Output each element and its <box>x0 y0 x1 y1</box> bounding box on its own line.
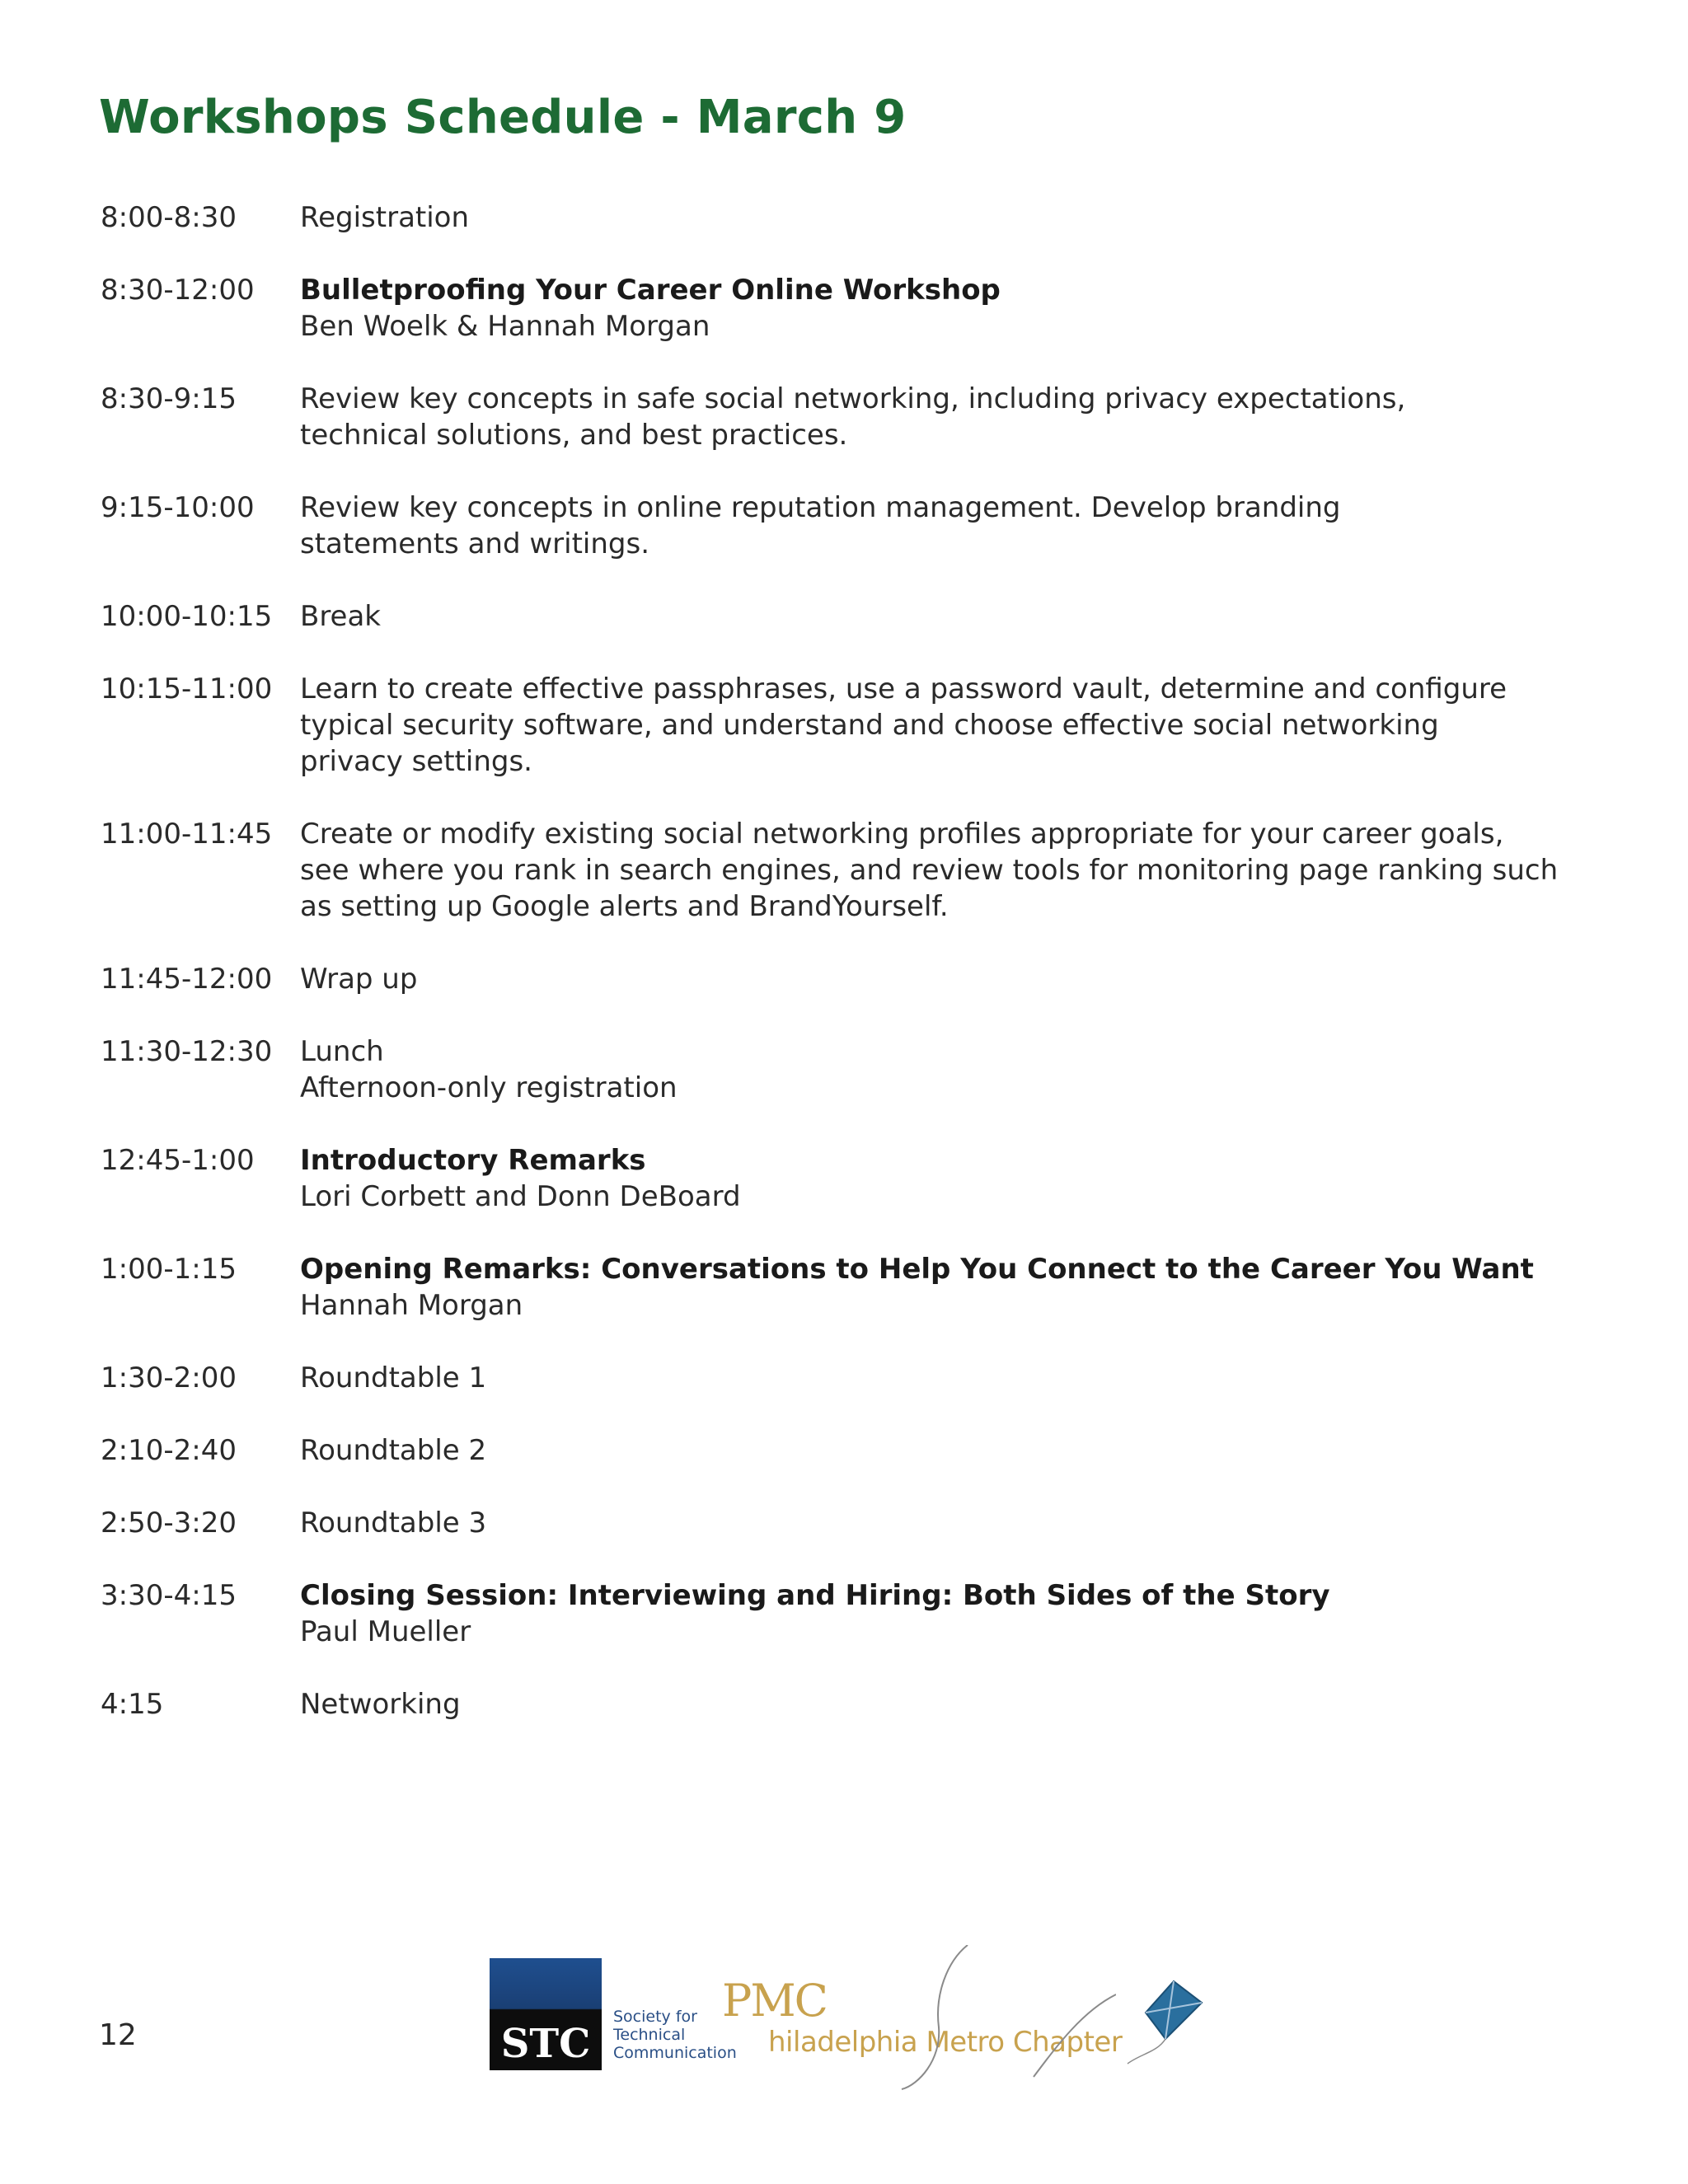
schedule-time: 10:00-10:15 <box>101 600 273 633</box>
schedule-row <box>101 1686 1518 1722</box>
schedule-row <box>101 598 1518 635</box>
description-line: technical solutions, and best practices. <box>300 419 848 452</box>
schedule-row <box>101 381 1518 453</box>
schedule-description <box>300 598 1518 635</box>
stc-name-line: Society for <box>613 2008 697 2026</box>
schedule-row <box>101 1432 1518 1469</box>
page-number: 12 <box>99 2018 137 2052</box>
schedule-row <box>101 1033 1518 1106</box>
description-line: Registration <box>300 201 470 234</box>
schedule-time: 2:10-2:40 <box>101 1434 237 1467</box>
schedule-description <box>300 1360 1518 1396</box>
schedule-time: 12:45-1:00 <box>101 1144 255 1177</box>
description-line: Networking <box>300 1688 461 1721</box>
session-title: Closing Session: Interviewing and Hiring: Both Sides of the Story <box>300 1579 1330 1612</box>
schedule-row <box>101 1142 1518 1215</box>
schedule-description <box>300 1251 1534 1324</box>
schedule-time: 8:30-9:15 <box>101 382 237 415</box>
stc-name-line: Communication <box>613 2044 737 2062</box>
description-line: Review key concepts in safe social networking, including privacy expectations, <box>300 382 1406 415</box>
schedule-row <box>101 671 1518 780</box>
schedule-list <box>101 199 1559 1759</box>
stc-name-line: Technical <box>613 2026 686 2044</box>
session-title: Opening Remarks: Conversations to Help You Connect to the Career You Want <box>300 1253 1534 1286</box>
schedule-description <box>300 199 1518 236</box>
description-line: Create or modify existing social networking profiles appropriate for your career goals, <box>300 818 1504 851</box>
schedule-description <box>300 381 1518 453</box>
schedule-description <box>300 671 1518 780</box>
description-line: Roundtable 2 <box>300 1434 487 1467</box>
schedule-time: 1:30-2:00 <box>101 1361 237 1394</box>
description-line: Lunch <box>300 1035 384 1068</box>
description-line: see where you rank in search engines, and review tools for monitoring page ranking such <box>300 854 1559 887</box>
schedule-time: 11:00-11:45 <box>101 818 273 851</box>
description-line: privacy settings. <box>300 745 532 778</box>
schedule-row <box>101 272 1518 344</box>
schedule-description <box>300 1577 1518 1650</box>
stc-logo-letters: STC <box>500 2021 591 2067</box>
description-line: Lori Corbett and Donn DeBoard <box>300 1180 741 1213</box>
stc-logo <box>490 1958 602 2070</box>
schedule-row <box>101 1251 1534 1324</box>
description-line: typical security software, and understand and choose effective social networking <box>300 709 1439 742</box>
schedule-time: 8:00-8:30 <box>101 201 237 234</box>
pmc-logo-letters: PMC <box>722 1975 827 2027</box>
schedule-time: 1:00-1:15 <box>101 1253 237 1286</box>
schedule-description <box>300 1033 1518 1106</box>
description-line: Learn to create effective passphrases, use a password vault, determine and configure <box>300 673 1507 705</box>
page-title: Workshops Schedule - March 9 <box>99 91 907 144</box>
schedule-row <box>101 199 1518 236</box>
footer-logos <box>490 1945 1207 2093</box>
schedule-description <box>300 1686 1518 1722</box>
schedule-description <box>300 961 1518 997</box>
kite-icon <box>1116 1978 1207 2069</box>
session-title: Bulletproofing Your Career Online Workshop <box>300 274 1001 307</box>
schedule-description <box>300 1432 1518 1469</box>
description-line: Ben Woelk & Hannah Morgan <box>300 310 710 343</box>
chapter-name: hiladelphia Metro Chapter <box>768 2026 1123 2059</box>
schedule-time: 4:15 <box>101 1688 164 1721</box>
schedule-time: 11:30-12:30 <box>101 1035 273 1068</box>
schedule-row <box>101 1360 1518 1396</box>
swoosh-decoration <box>869 1945 1116 2093</box>
schedule-description <box>300 1142 1518 1215</box>
schedule-row <box>101 1577 1518 1650</box>
description-line: Roundtable 1 <box>300 1361 487 1394</box>
schedule-time: 10:15-11:00 <box>101 673 273 705</box>
schedule-description <box>300 1505 1518 1541</box>
description-line: Paul Mueller <box>300 1615 471 1648</box>
schedule-description <box>300 272 1518 344</box>
schedule-description <box>300 490 1518 562</box>
description-line: Wrap up <box>300 963 418 996</box>
description-line: statements and writings. <box>300 527 650 560</box>
description-line: Hannah Morgan <box>300 1289 523 1322</box>
schedule-time: 9:15-10:00 <box>101 491 255 524</box>
schedule-time: 8:30-12:00 <box>101 274 255 307</box>
session-title: Introductory Remarks <box>300 1144 646 1177</box>
schedule-time: 11:45-12:00 <box>101 963 273 996</box>
schedule-row <box>101 490 1518 562</box>
schedule-row <box>101 961 1518 997</box>
schedule-description <box>300 816 1558 925</box>
description-line: Afternoon-only registration <box>300 1071 678 1104</box>
schedule-time: 2:50-3:20 <box>101 1507 237 1540</box>
description-line: as setting up Google alerts and BrandYourself. <box>300 890 949 923</box>
schedule-time: 3:30-4:15 <box>101 1579 237 1612</box>
description-line: Review key concepts in online reputation management. Develop branding <box>300 491 1341 524</box>
description-line: Break <box>300 600 381 633</box>
description-line: Roundtable 3 <box>300 1507 487 1540</box>
schedule-row <box>101 816 1559 925</box>
stc-name <box>613 2008 737 2062</box>
schedule-row <box>101 1505 1518 1541</box>
